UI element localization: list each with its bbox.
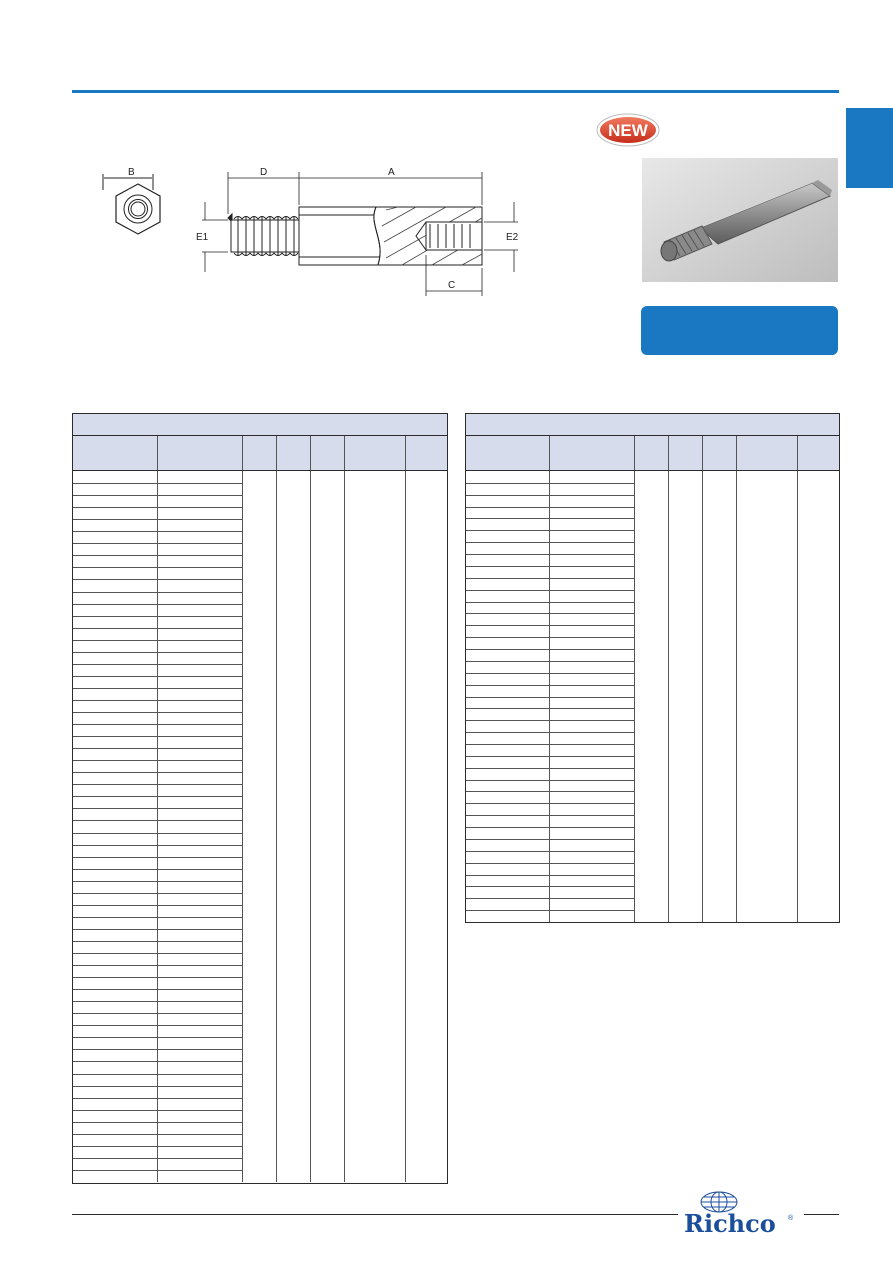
table-row xyxy=(73,1025,242,1026)
table-row xyxy=(73,507,242,508)
table-row xyxy=(466,886,634,887)
table-row xyxy=(466,483,634,484)
table-row xyxy=(73,495,242,496)
section-tab[interactable] xyxy=(846,108,893,188)
table-row xyxy=(73,531,242,532)
table-row xyxy=(73,1061,242,1062)
dim-e1-label: E1 xyxy=(196,232,209,243)
table-row xyxy=(73,905,242,906)
column-divider xyxy=(276,471,277,1182)
table-row xyxy=(73,808,242,809)
table-row xyxy=(73,1134,242,1135)
table-row xyxy=(466,708,634,709)
table-row xyxy=(73,833,242,834)
logo-wordmark: Richco xyxy=(684,1209,776,1238)
table-row xyxy=(466,507,634,508)
column-divider xyxy=(344,471,345,1182)
table-row xyxy=(73,1013,242,1014)
column-divider xyxy=(702,471,703,922)
table-row xyxy=(73,869,242,870)
table-row xyxy=(73,1098,242,1099)
table-title-bar xyxy=(466,414,839,436)
table-row xyxy=(466,720,634,721)
table-row xyxy=(466,542,634,543)
dim-b-label: B xyxy=(128,167,135,178)
table-row xyxy=(73,1146,242,1147)
table-row xyxy=(73,483,242,484)
table-row xyxy=(73,941,242,942)
table-row xyxy=(73,1122,242,1123)
table-row xyxy=(466,518,634,519)
table-row xyxy=(73,1074,242,1075)
table-row xyxy=(466,875,634,876)
table-row xyxy=(73,929,242,930)
table-row xyxy=(73,724,242,725)
technical-drawing xyxy=(86,160,526,300)
table-body xyxy=(73,471,447,1182)
table-row xyxy=(73,592,242,593)
footer-rule-right xyxy=(804,1214,839,1215)
table-row xyxy=(73,543,242,544)
table-row xyxy=(73,857,242,858)
table-body xyxy=(466,471,839,922)
table-row xyxy=(73,1158,242,1159)
table-row xyxy=(73,784,242,785)
table-row xyxy=(73,579,242,580)
registered-mark: ® xyxy=(788,1215,794,1222)
table-row xyxy=(466,673,634,674)
table-row xyxy=(466,898,634,899)
table-row xyxy=(73,555,242,556)
top-rule xyxy=(72,90,839,93)
table-row xyxy=(73,965,242,966)
table-row xyxy=(73,748,242,749)
table-row xyxy=(73,652,242,653)
table-row xyxy=(73,796,242,797)
table-row xyxy=(466,661,634,662)
table-row xyxy=(466,768,634,769)
table-row xyxy=(73,772,242,773)
table-row xyxy=(466,756,634,757)
table-row xyxy=(466,863,634,864)
table-row xyxy=(73,1037,242,1038)
table-row xyxy=(73,688,242,689)
table-row xyxy=(466,554,634,555)
table-row xyxy=(466,780,634,781)
info-panel xyxy=(641,306,838,355)
column-divider xyxy=(405,471,406,1182)
table-row xyxy=(73,953,242,954)
table-row xyxy=(73,760,242,761)
table-header xyxy=(466,436,839,471)
table-row xyxy=(466,732,634,733)
table-row xyxy=(73,1086,242,1087)
table-row xyxy=(466,910,634,911)
dim-d-label: D xyxy=(260,167,268,178)
column-divider xyxy=(634,471,635,922)
column-divider xyxy=(736,471,737,922)
new-badge xyxy=(596,113,660,147)
table-row xyxy=(466,602,634,603)
column-divider xyxy=(668,471,669,922)
table-row xyxy=(466,495,634,496)
table-row xyxy=(466,530,634,531)
table-row xyxy=(73,820,242,821)
table-row xyxy=(73,1001,242,1002)
table-row xyxy=(73,664,242,665)
table-row xyxy=(73,893,242,894)
table-row xyxy=(73,616,242,617)
dim-e2-label: E2 xyxy=(506,232,519,243)
table-row xyxy=(466,625,634,626)
spec-table-left xyxy=(72,413,448,1184)
table-row xyxy=(466,744,634,745)
table-row xyxy=(466,803,634,804)
table-row xyxy=(73,1170,242,1171)
table-row xyxy=(73,640,242,641)
table-row xyxy=(73,676,242,677)
dim-c-label: C xyxy=(448,280,456,291)
table-row xyxy=(466,685,634,686)
table-row xyxy=(466,566,634,567)
column-divider xyxy=(242,471,243,1182)
table-row xyxy=(73,881,242,882)
dim-a-label: A xyxy=(388,167,395,178)
column-divider xyxy=(157,471,158,1182)
table-row xyxy=(466,839,634,840)
table-row xyxy=(73,604,242,605)
table-row xyxy=(466,851,634,852)
table-row xyxy=(466,649,634,650)
table-row xyxy=(466,697,634,698)
table-row xyxy=(73,567,242,568)
table-row xyxy=(73,1049,242,1050)
table-row xyxy=(73,917,242,918)
table-row xyxy=(73,700,242,701)
table-row xyxy=(466,578,634,579)
table-row xyxy=(466,590,634,591)
table-row xyxy=(73,519,242,520)
table-row xyxy=(73,712,242,713)
footer-rule xyxy=(72,1214,678,1215)
table-row xyxy=(466,613,634,614)
table-row xyxy=(73,628,242,629)
richco-logo xyxy=(682,1190,797,1238)
table-row xyxy=(466,827,634,828)
product-photo xyxy=(642,158,838,282)
column-divider xyxy=(310,471,311,1182)
new-badge-label: NEW xyxy=(608,121,648,140)
table-row xyxy=(73,1110,242,1111)
column-divider xyxy=(797,471,798,922)
table-row xyxy=(466,791,634,792)
table-row xyxy=(73,845,242,846)
table-row xyxy=(466,815,634,816)
table-row xyxy=(73,736,242,737)
table-row xyxy=(73,989,242,990)
spec-table-right xyxy=(465,413,840,923)
table-header xyxy=(73,436,447,471)
table-title-bar xyxy=(73,414,447,436)
table-row xyxy=(466,637,634,638)
table-row xyxy=(73,977,242,978)
